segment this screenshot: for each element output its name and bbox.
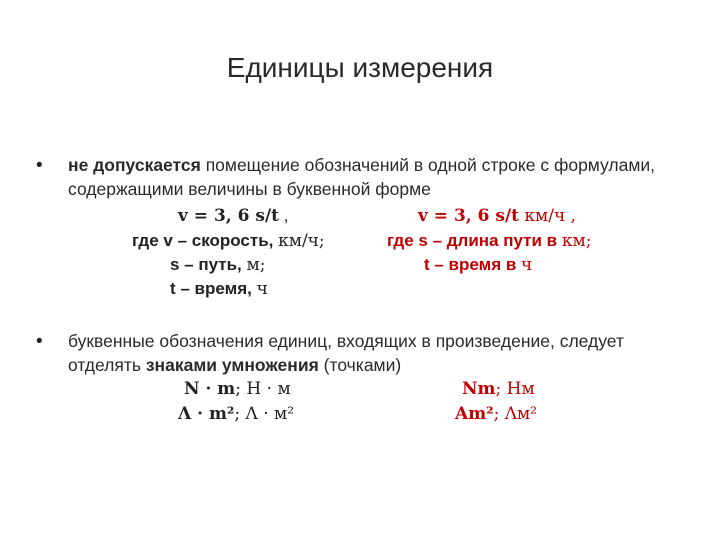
right-formula-unit: км/ч , <box>519 206 577 226</box>
left-unit-row-1-text: ; Н · м <box>235 379 291 399</box>
paragraph-2-bold: знаками умножения <box>145 354 319 375</box>
bullet-1: • <box>36 155 43 176</box>
right-unit-row-2-text: ; Λм² <box>493 404 538 424</box>
left-unit-row-1-math: N · m <box>184 379 236 399</box>
left-line-2 <box>170 254 265 276</box>
paragraph-2-text-1: буквенные обозначения единиц, входящих в произведение, следует отделять <box>68 331 624 375</box>
left-formula <box>178 205 288 227</box>
left-line-2-text: s – путь, <box>170 255 247 274</box>
left-unit-row-2-text: ; Λ · м² <box>234 404 295 424</box>
right-line-2-text: t – время в <box>424 255 522 274</box>
left-line-3 <box>170 278 268 300</box>
left-line-1-text: где v – скорость, <box>132 231 279 250</box>
right-formula <box>418 205 576 227</box>
right-line-1 <box>387 230 591 252</box>
left-formula-tail: , <box>279 206 289 225</box>
right-formula-math: v = 3, 6 s/t <box>418 206 520 226</box>
paragraph-2 <box>68 330 668 377</box>
right-unit-row-1-text: ; Нм <box>495 379 535 399</box>
right-line-2 <box>424 254 532 276</box>
left-unit-row-2-math: Λ · m² <box>178 404 235 424</box>
right-unit-row-2 <box>455 403 537 425</box>
paragraph-2-text-2: (точками) <box>318 354 402 375</box>
left-line-1 <box>132 230 325 252</box>
bullet-2: • <box>36 331 43 352</box>
left-line-1-unit: км/ч; <box>278 231 325 251</box>
right-line-1-unit: км; <box>561 231 592 251</box>
left-formula-math: v = 3, 6 s/t <box>178 206 280 226</box>
left-unit-row-2 <box>178 403 294 425</box>
right-unit-row-1-math: Nm <box>462 379 496 399</box>
paragraph-1-bold: не допускается <box>68 155 201 175</box>
right-unit-row-1 <box>462 378 535 400</box>
left-line-3-unit: ч <box>256 279 268 299</box>
left-line-2-unit: м; <box>246 255 266 275</box>
slide-title: Единицы измерения <box>226 52 494 83</box>
right-unit-row-2-math: Am² <box>455 404 494 424</box>
right-line-1-text: где s – длина пути в <box>387 231 562 250</box>
paragraph-1 <box>68 154 688 201</box>
left-unit-row-1 <box>184 378 291 400</box>
right-line-2-unit: ч <box>521 255 533 275</box>
left-line-3-text: t – время, <box>170 279 257 298</box>
paragraph-1-text: помещение обозначений в одной строке с формулами, содержащими величины в буквенной форме <box>68 155 656 199</box>
